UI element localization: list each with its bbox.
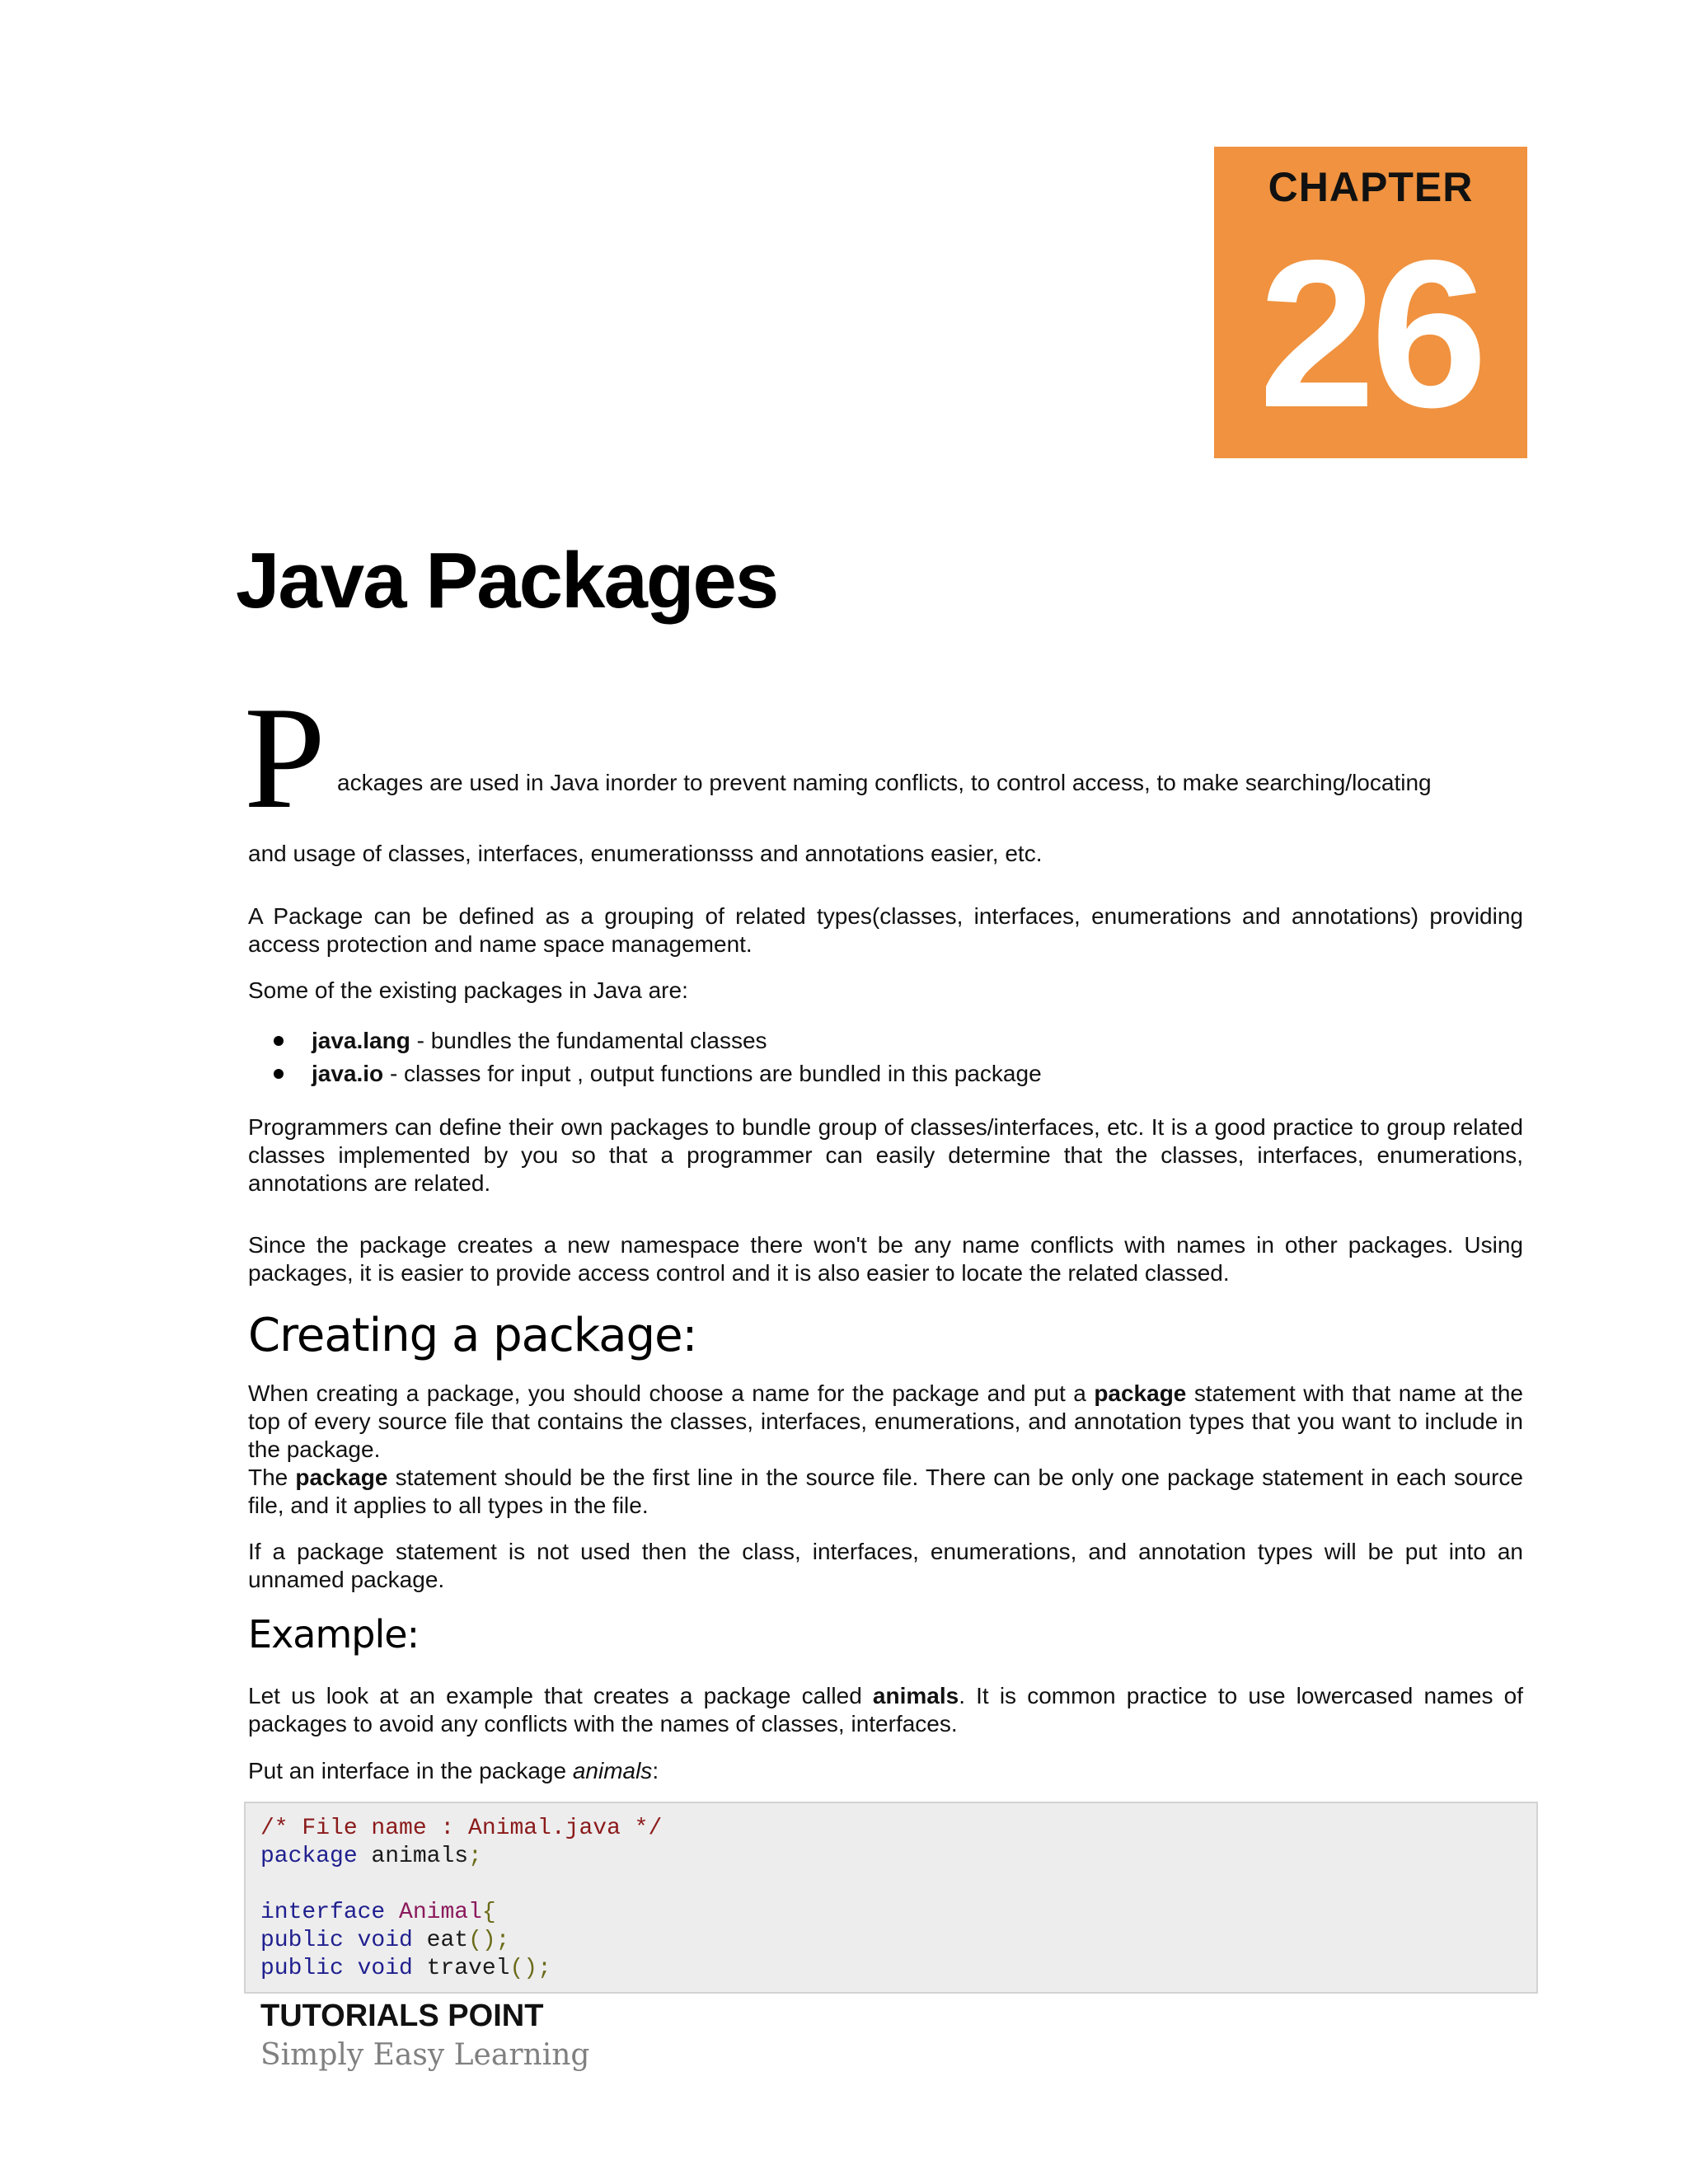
paragraph-example-1 [248,1682,1523,1738]
bullet-icon [274,1036,284,1046]
list-item [272,1024,1042,1057]
intro-text-line-2: and usage of classes, interfaces, enumerationsss and annotations easier, etc. [248,841,1043,866]
text-run: statement should be the first line in the source file. There can be only one package statement in each source file, and it applies to all types in the file. [248,1465,1524,1518]
text-run-bold: package [1094,1380,1187,1406]
page-title: Java Packages [236,537,778,625]
code-keyword: interface [260,1900,386,1925]
bullet-icon [274,1069,284,1079]
code-type: Animal [385,1900,482,1925]
paragraph-creating-2 [248,1464,1523,1520]
code-identifier: eat [412,1928,469,1953]
section-heading-example: Example: [248,1612,420,1657]
chapter-number: 26 [1259,217,1483,452]
code-line [260,1899,496,1927]
text-run: When creating a package, you should choose a name for the package and put a [248,1380,1095,1406]
section-heading-creating: Creating a package: [248,1309,697,1362]
code-identifier: travel [412,1956,510,1981]
code-line [260,1927,509,1955]
code-punct: (); [509,1956,551,1981]
text-run-bold: animals [872,1683,959,1708]
text-run: Put an interface in the package [248,1758,573,1783]
paragraph-example-2 [248,1757,1523,1785]
text-run-bold: package [295,1465,388,1490]
code-punct: ; [468,1844,482,1869]
list-item-term: java.lang [312,1028,410,1053]
paragraph-creating-1 [248,1380,1523,1464]
text-run-italic: animals [572,1758,653,1783]
chapter-label: CHAPTER [1268,164,1474,210]
paragraph-namespace: Since the package creates a new namespace there won't be any name conflicts with names in other packages. Using packages, it is easier to provide access control and it is also easier to locate the related classed. [248,1232,1523,1286]
list-item [272,1057,1042,1090]
code-line [260,1955,551,1983]
code-punct: (); [468,1928,510,1953]
text-run: . It is common practice to use lowercased names of packages to avoid any conflicts with the names of classes, interfaces. [248,1683,1523,1736]
text-run: The [248,1465,296,1490]
code-comment: /* File name : Animal.java */ [260,1816,663,1841]
list-item-desc: - classes for input , output functions are bundled in this package [383,1061,1042,1086]
paragraph-existing-packages: Some of the existing packages in Java are: [248,977,688,1003]
intro-text-line-1: ackages are used in Java inorder to prevent naming conflicts, to control access, to make searching/locating [337,770,1432,795]
code-block [244,1802,1538,1994]
code-punct: { [481,1900,496,1925]
chapter-badge [1214,147,1527,458]
code-line [260,1843,482,1871]
paragraph-programmers: Programmers can define their own packages to bundle group of classes/interfaces, etc. It is a good practice to group related classes implemented by you so that a programmer can easily determine that the classes, interfaces, enumerations, annotations are related. [248,1114,1523,1196]
text-run: statement with that name at the top of every source file that contains the classes, interfaces, enumerations, and annotation types that you want to include in the package. [248,1380,1523,1462]
code-keyword: public void [260,1928,413,1953]
code-keyword: public void [260,1956,413,1981]
code-line [260,1815,662,1843]
text-run: Let us look at an example that creates a package called [248,1683,873,1708]
code-identifier: animals [357,1844,469,1869]
code-keyword: package [260,1844,358,1869]
list-item-term: java.io [312,1061,384,1086]
footer-brand: TUTORIALS POINT [260,1999,544,2033]
package-list [272,1024,1042,1090]
paragraph-creating-3: If a package statement is not used then the class, interfaces, enumerations, and annotation types will be put into an unnamed package. [248,1539,1523,1592]
drop-cap: P [244,676,326,839]
paragraph-definition: A Package can be defined as a grouping of related types(classes, interfaces, enumerations and annotations) providing access protection and name space management. [248,903,1523,957]
footer-tagline: Simply Easy Learning [260,2038,590,2072]
text-run: : [652,1758,659,1783]
list-item-desc: - bundles the fundamental classes [410,1028,767,1053]
